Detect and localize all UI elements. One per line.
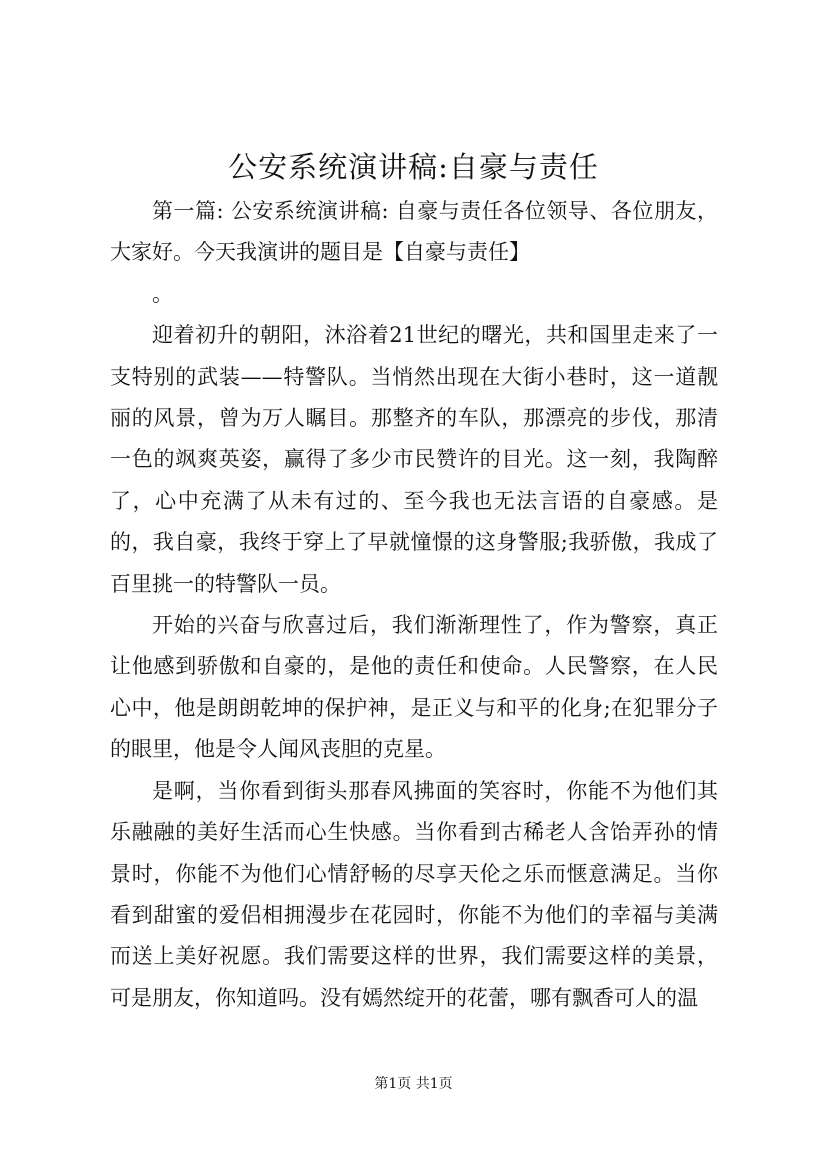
paragraph-special-police: 迎着初升的朝阳，沐浴着21世纪的曙光，共和国里走来了一支特别的武装——特警队。当悄然出现在大街小巷时，这一道靓丽的风景，曾为万人瞩目。那整齐的车队，那漂亮的步伐，那清一色的飒爽英姿，赢得了多少市民赞许的目光。这一刻，我陶醉了，心中充满了从未有过的、至今我也无法言语的自豪感。是的，我自豪，我终于穿上了早就憧憬的这身警服;我骄傲，我成了百里挑一的特警队一员。 xyxy=(110,323,718,596)
document-body xyxy=(110,191,718,1019)
paragraph-happiness: 是啊，当你看到街头那春风拂面的笑容时，你能不为他们其乐融融的美好生活而心生快感。当你看到古稀老人含饴弄孙的情景时，你能不为他们心情舒畅的尽享天伦之乐而惬意满足。当你看到甜蜜的爱侣相拥漫步在花园时，你能不为他们的幸福与美满而送上美好祝愿。我们需要这样的世界，我们需要这样的美景，可是朋友，你知道吗。没有嫣然绽开的花蕾，哪有飘香可人的温 xyxy=(110,778,718,1010)
paragraph-intro: 第一篇: 公安系统演讲稿: 自豪与责任各位领导、各位朋友，大家好。今天我演讲的题目是【自豪与责任】 xyxy=(110,199,718,265)
page-number-footer: 第1页 共1页 xyxy=(374,1076,453,1092)
document-title: 公安系统演讲稿:自豪与责任 xyxy=(228,150,599,184)
paragraph-responsibility: 开始的兴奋与欣喜过后，我们渐渐理性了，作为警察，真正让他感到骄傲和自豪的，是他的责任和使命。人民警察，在人民心中，他是朗朗乾坤的保护神，是正义与和平的化身;在犯罪分子的眼里，他是令人闻风丧胆的克星。 xyxy=(110,613,718,762)
paragraph-period: 。 xyxy=(152,281,173,306)
